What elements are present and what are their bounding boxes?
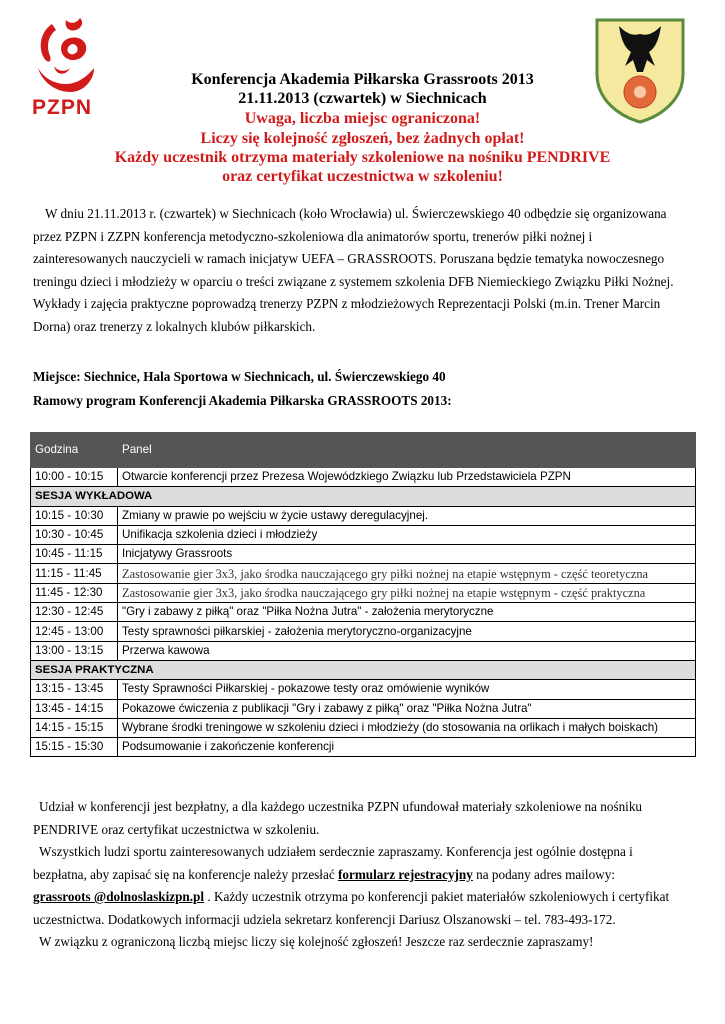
section-row	[31, 660, 696, 679]
footer-line: PENDRIVE oraz certyfikat uczestnictwa w szkoleniu.	[33, 821, 320, 837]
time-cell: 10:30 - 10:45	[31, 525, 118, 544]
panel-cell: Zastosowanie gier 3x3, jako środka nauczającego gry piłki nożnej na etapie wstępnym - część teoretyczna	[118, 564, 696, 583]
time-cell: 15:15 - 15:30	[31, 738, 118, 757]
table-row	[31, 622, 696, 641]
registration-form-link[interactable]: formularz rejestracyjny	[337, 866, 473, 882]
panel-cell: Wybrane środki treningowe w szkoleniu dzieci i młodzieży (do stosowania na orlikach i małych boiskach)	[118, 718, 696, 737]
program-table	[30, 432, 696, 757]
panel-cell: Podsumowanie i zakończenie konferencji	[118, 738, 696, 757]
time-cell: 10:45 - 11:15	[31, 545, 118, 564]
warning-limited-seats: Uwaga, liczba miejsc ograniczona!	[244, 110, 481, 127]
panel-cell: "Gry i zabawy z piłką" oraz "Piłka Nożna Jutra" - założenia merytoryczne	[118, 603, 696, 622]
footer-line: uczestnictwa. Dodatkowych informacji udziela sekretarz konferencji Dariusz Olszanowski – tel. 783-493-172.	[33, 911, 616, 927]
column-header-time: Godzina	[31, 433, 118, 468]
footer-line	[33, 864, 683, 887]
panel-cell: Testy Sprawności Piłkarskiej - pokazowe testy oraz omówienie wyników	[118, 680, 696, 699]
panel-cell: Testy sprawności piłkarskiej - założenia merytoryczno-organizacyjne	[118, 622, 696, 641]
panel-cell: Inicjatywy Grassroots	[118, 545, 696, 564]
table-row	[31, 525, 696, 544]
section-row	[31, 487, 696, 506]
email-link[interactable]: grassroots @dolnoslaskizpn.pl	[33, 889, 205, 904]
section-practical: SESJA PRAKTYCZNA	[31, 660, 696, 679]
footer-text	[33, 796, 683, 954]
table-row	[31, 545, 696, 564]
table-row	[31, 680, 696, 699]
intro-line: Wykłady i zajęcia praktyczne poprowadzą trenerzy PZPN z młodzieżowych Reprezentacji Polski (m.in. Trener Marcin	[33, 296, 661, 311]
pzpn-logo-text: PZPN	[32, 96, 93, 119]
materials-notice: Każdy uczestnik otrzyma materiały szkoleniowe na nośniku PENDRIVE	[114, 149, 611, 166]
panel-cell: Otwarcie konferencji przez Prezesa Wojewódzkiego Związku lub Przedstawiciela PZPN	[118, 468, 696, 487]
footer-line: W związku z ograniczoną liczbą miejsc liczy się kolejność zgłoszeń! Jeszcze raz serdecznie zapraszamy!	[39, 934, 594, 949]
time-cell: 10:15 - 10:30	[31, 506, 118, 525]
time-cell: 13:45 - 14:15	[31, 699, 118, 718]
panel-cell: Przerwa kawowa	[118, 641, 696, 660]
table-row	[31, 641, 696, 660]
column-header-panel: Panel	[118, 433, 696, 468]
time-cell: 10:00 - 10:15	[31, 468, 118, 487]
panel-cell: Pokazowe ćwiczenia z publikacji "Gry i zabawy z piłką" oraz "Piłka Nożna Jutra"	[118, 699, 696, 718]
table-row	[31, 564, 696, 583]
time-cell: 11:45 - 12:30	[31, 583, 118, 602]
table-header-row	[31, 433, 696, 468]
intro-line: zainteresowanych nauczycieli w ramach inicjatyw UEFA – GRASSROOTS. Poruszana będzie tematyka nowoczesnego	[33, 251, 665, 266]
program-title: Ramowy program Konferencji Akademia Piłkarska GRASSROOTS 2013:	[33, 393, 452, 408]
table-row	[31, 468, 696, 487]
time-cell: 12:45 - 13:00	[31, 622, 118, 641]
footer-line	[33, 886, 683, 909]
intro-line: przez PZPN i ZZPN konferencja metodyczno-szkoleniowa dla animatorów sportu, trenerów piłki nożnej i	[33, 228, 593, 244]
footer-text-part: . Każdy uczestnik otrzyma po konferencji pakiet materiałów szkoleniowych i certyfikat	[204, 889, 670, 904]
conference-title: Konferencja Akademia Piłkarska Grassroots 2013	[191, 71, 534, 88]
panel-cell: Unifikacja szkolenia dzieci i młodzieży	[118, 525, 696, 544]
footer-text-part: na podany adres mailowy:	[472, 866, 615, 882]
table-row	[31, 506, 696, 525]
intro-line: Dorna) oraz trenerzy z lokalnych klubów piłkarskich.	[33, 318, 316, 334]
conference-date: 21.11.2013 (czwartek) w Siechnicach	[238, 90, 487, 107]
panel-cell: Zastosowanie gier 3x3, jako środka nauczającego gry piłki nożnej na etapie wstępnym - część praktyczna	[118, 583, 696, 602]
certificate-notice: oraz certyfikat uczestnictwa w szkoleniu!	[222, 168, 503, 185]
dzpn-logo-text	[589, 16, 590, 17]
warning-order-of-registration: Liczy się kolejność zgłoszeń, bez żadnych opłat!	[200, 130, 525, 147]
time-cell: 13:15 - 13:45	[31, 680, 118, 699]
time-cell: 12:30 - 12:45	[31, 603, 118, 622]
time-cell: 11:15 - 11:45	[31, 564, 118, 583]
panel-cell: Zmiany w prawie po wejściu w życie ustawy deregulacyjnej.	[118, 506, 696, 525]
place-line: Miejsce: Siechnice, Hala Sportowa w Siechnicach, ul. Świerczewskiego 40	[33, 369, 446, 384]
time-cell: 13:00 - 13:15	[31, 641, 118, 660]
intro-line: treningu dzieci i młodzieży w oparciu o treści związane z systemem szkolenia DFB Niemieckiego Związku Piłki Nożnej.	[33, 273, 674, 289]
table-row	[31, 718, 696, 737]
time-cell: 14:15 - 15:15	[31, 718, 118, 737]
table-row	[31, 603, 696, 622]
intro-paragraph	[33, 203, 683, 338]
intro-line: W dniu 21.11.2013 r. (czwartek) w Siechnicach (koło Wrocławia) ul. Świerczewskiego 40 odbędzie się organizowana	[45, 206, 667, 221]
table-row	[31, 699, 696, 718]
footer-line: Wszystkich ludzi sportu zainteresowanych udziałem serdecznie zapraszamy. Konferencja jest ogólnie dostępna i	[39, 844, 633, 859]
table-row	[31, 583, 696, 602]
footer-line: Udział w konferencji jest bezpłatny, a dla każdego uczestnika PZPN ufundował materiały szkoleniowe na nośniku	[39, 799, 643, 814]
section-lecture: SESJA WYKŁADOWA	[31, 487, 696, 506]
footer-text-part: bezpłatna, aby zapisać się na konferencje należy przesłać	[33, 866, 338, 882]
table-row	[31, 738, 696, 757]
